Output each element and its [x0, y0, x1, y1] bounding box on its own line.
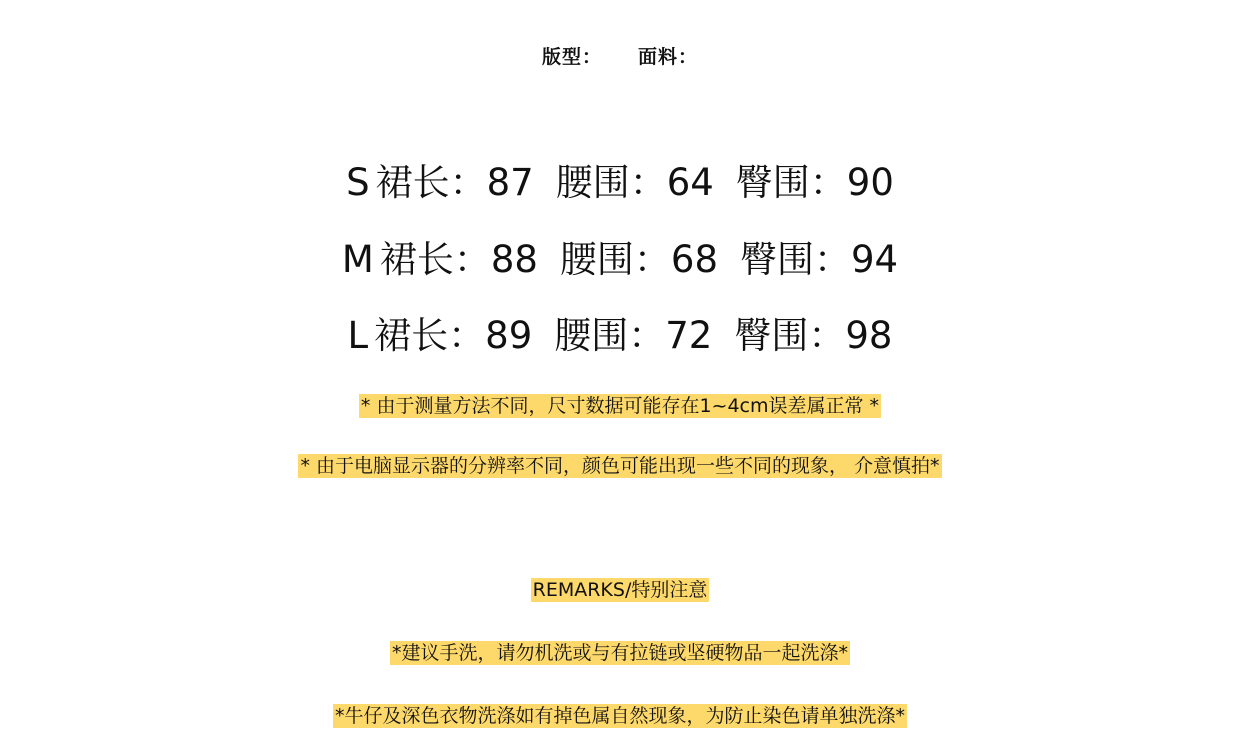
measurement-note-text: * 由于测量方法不同，尺寸数据可能存在1~4cm误差属正常 *	[360, 395, 880, 417]
waist-label: 腰围：	[559, 238, 671, 281]
remarks-title-text: REMARKS/特别注意	[532, 579, 708, 601]
hip-label: 臀围：	[735, 161, 847, 204]
size-name: M	[341, 238, 374, 281]
denim-note	[0, 703, 1240, 729]
hip-value: 98	[845, 314, 893, 357]
hip-label: 臀围：	[740, 238, 852, 281]
display-note	[0, 453, 1240, 479]
hip-label: 臀围：	[734, 314, 846, 357]
waist-label: 腰围：	[554, 314, 666, 357]
length-value: 88	[490, 238, 538, 281]
size-row-m	[0, 236, 1240, 284]
size-row-l	[0, 312, 1240, 360]
wash-note	[0, 640, 1240, 666]
waist-value: 64	[666, 161, 714, 204]
length-value: 89	[485, 314, 533, 357]
remarks-title	[0, 577, 1240, 603]
size-row-s	[0, 159, 1240, 207]
waist-value: 72	[665, 314, 713, 357]
size-name: L	[347, 314, 369, 357]
waist-label: 腰围：	[555, 161, 667, 204]
display-note-text: * 由于电脑显示器的分辨率不同，颜色可能出现一些不同的现象， 介意慎拍*	[300, 455, 940, 477]
size-name: S	[346, 161, 370, 204]
length-label: 裙长：	[374, 314, 486, 357]
fabric-label: 面料：	[638, 46, 699, 68]
length-label: 裙长：	[379, 238, 491, 281]
hip-value: 94	[851, 238, 899, 281]
length-value: 87	[486, 161, 534, 204]
product-info-header	[0, 42, 1240, 69]
measurement-note	[0, 393, 1240, 419]
waist-value: 68	[670, 238, 719, 281]
fit-label: 版型：	[541, 46, 602, 68]
hip-value: 90	[846, 161, 894, 204]
denim-note-text: *牛仔及深色衣物洗涤如有掉色属自然现象，为防止染色请单独洗涤*	[334, 705, 905, 727]
length-label: 裙长：	[375, 161, 487, 204]
wash-note-text: *建议手洗，请勿机洗或与有拉链或坚硬物品一起洗涤*	[391, 642, 848, 664]
